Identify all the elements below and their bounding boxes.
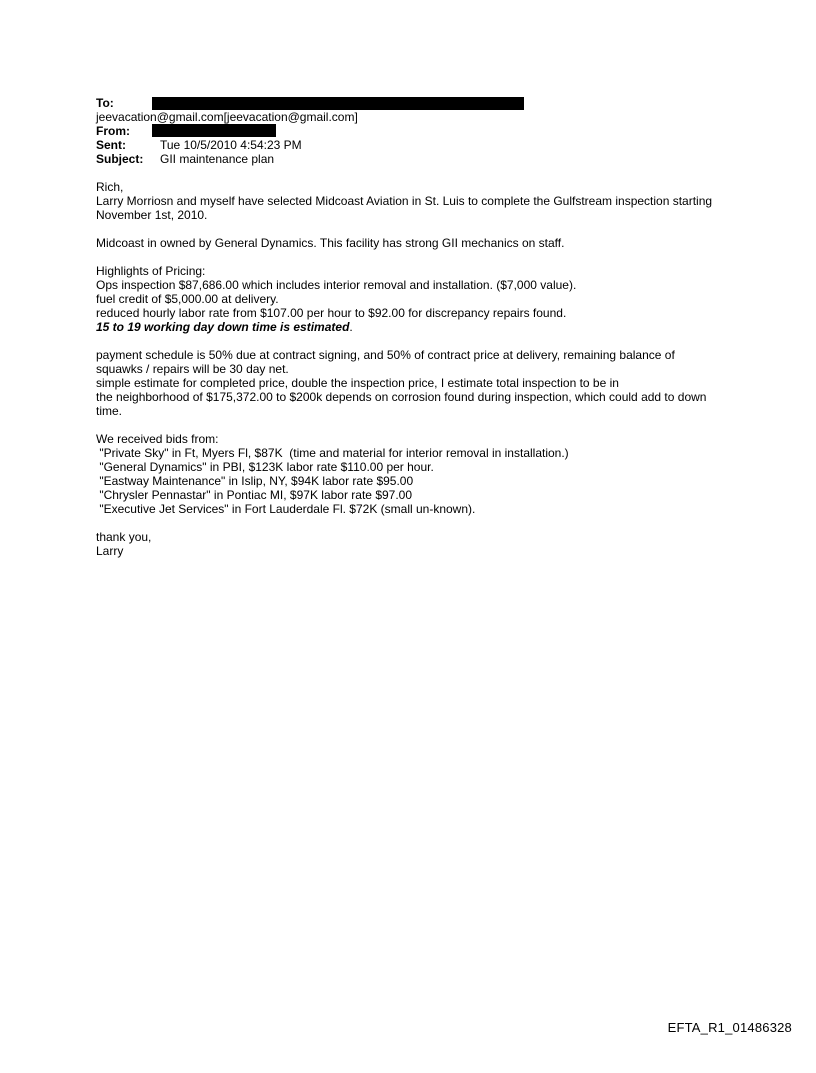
document-id: EFTA_R1_01486328 bbox=[667, 1020, 792, 1035]
bid-item: "Chrysler Pennastar" in Pontiac MI, $97K labor rate $97.00 bbox=[96, 488, 413, 502]
sent-label: Sent: bbox=[96, 138, 126, 152]
signature: Larry bbox=[96, 544, 124, 558]
closing: thank you, bbox=[96, 530, 152, 544]
email-document bbox=[96, 96, 716, 558]
pricing-line: Ops inspection $87,686.00 which includes interior removal and installation. ($7,000 value). bbox=[96, 278, 577, 292]
subject-value: GII maintenance plan bbox=[160, 152, 275, 166]
ownership-paragraph: Midcoast in owned by General Dynamics. This facility has strong GII mechanics on staff. bbox=[96, 236, 565, 250]
payment-paragraph: payment schedule is 50% due at contract signing, and 50% of contract price at delivery, remaining balance of squawks / repairs will be 30 day net. bbox=[96, 348, 675, 376]
downtime-line bbox=[96, 320, 716, 334]
greeting: Rich, bbox=[96, 180, 124, 194]
intro-paragraph: Larry Morriosn and myself have selected Midcoast Aviation in St. Luis to complete the Gulfstream inspection starting November 1st, 2010. bbox=[96, 194, 713, 222]
estimate-line: the neighborhood of $175,372.00 to $200k depends on corrosion found during inspection, which could add to down time. bbox=[96, 390, 707, 418]
subject-row bbox=[96, 152, 716, 166]
from-redaction-bar bbox=[152, 124, 276, 137]
bid-item: "Eastway Maintenance" in Islip, NY, $94K labor rate $95.00 bbox=[96, 474, 414, 488]
downtime-period: . bbox=[349, 320, 353, 334]
bid-item: "Private Sky" in Ft, Myers Fl, $87K (time and material for interior removal in installation.) bbox=[96, 446, 569, 460]
estimate-line: simple estimate for completed price, double the inspection price, I estimate total inspection to be in bbox=[96, 376, 619, 390]
sent-value: Tue 10/5/2010 4:54:23 PM bbox=[160, 138, 302, 152]
pricing-line: fuel credit of $5,000.00 at delivery. bbox=[96, 292, 279, 306]
to-label: To: bbox=[96, 96, 114, 110]
to-row bbox=[96, 96, 716, 110]
bid-item: "General Dynamics" in PBI, $123K labor rate $110.00 per hour. bbox=[96, 460, 434, 474]
bids-title: We received bids from: bbox=[96, 432, 219, 446]
bid-item: "Executive Jet Services" in Fort Lauderdale Fl. $72K (small un-known). bbox=[96, 502, 476, 516]
to-redaction-bar bbox=[152, 97, 524, 110]
sent-row bbox=[96, 138, 716, 152]
downtime-emphasis: 15 to 19 working day down time is estimated bbox=[96, 320, 350, 334]
from-label: From: bbox=[96, 124, 130, 138]
pricing-title: Highlights of Pricing: bbox=[96, 264, 206, 278]
from-row bbox=[96, 124, 716, 138]
subject-label: Subject: bbox=[96, 152, 144, 166]
to-address-line: jeevacation@gmail.com[jeevacation@gmail.com] bbox=[96, 110, 358, 124]
pricing-line: reduced hourly labor rate from $107.00 per hour to $92.00 for discrepancy repairs found. bbox=[96, 306, 567, 320]
